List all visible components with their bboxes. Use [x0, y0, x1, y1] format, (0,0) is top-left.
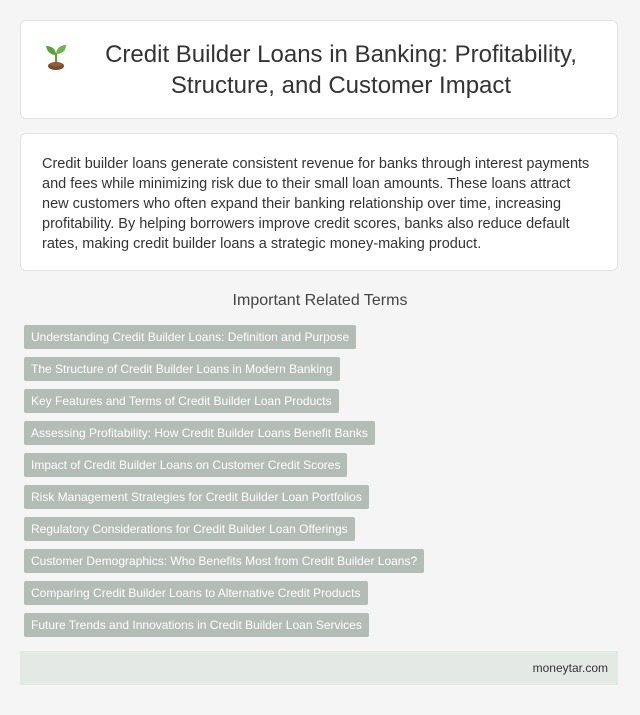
page-title: Credit Builder Loans in Banking: Profitability, Structure, and Customer Impact	[105, 40, 577, 99]
title-card	[20, 20, 618, 119]
related-term-link[interactable]: Risk Management Strategies for Credit Builder Loan Portfolios	[24, 485, 369, 509]
list-item	[24, 389, 424, 413]
related-term-link[interactable]: Key Features and Terms of Credit Builder Loan Products	[24, 389, 339, 413]
related-term-link[interactable]: Regulatory Considerations for Credit Builder Loan Offerings	[24, 517, 355, 541]
related-term-link[interactable]: Customer Demographics: Who Benefits Most from Credit Builder Loans?	[24, 549, 424, 573]
list-item	[24, 549, 424, 573]
title-wrap	[41, 39, 597, 101]
sprout-icon	[41, 41, 71, 71]
summary-card	[20, 133, 618, 271]
related-term-link[interactable]: The Structure of Credit Builder Loans in Modern Banking	[24, 357, 340, 381]
summary-text: Credit builder loans generate consistent revenue for banks through interest payments and fees while minimizing risk due to their small loan amounts. These loans attract new customers who often expand their banking relationship over time, increasing profitability. By helping borrowers improve credit scores, banks also reduce default rates, making credit builder loans a strategic money-making product.	[42, 156, 590, 252]
related-term-link[interactable]: Comparing Credit Builder Loans to Alternative Credit Products	[24, 581, 368, 605]
list-item	[24, 581, 424, 605]
site-link[interactable]: moneytar.com	[532, 661, 608, 675]
footer	[20, 651, 618, 685]
list-item	[24, 613, 424, 637]
list-item	[24, 421, 424, 445]
list-item	[24, 517, 424, 541]
list-item	[24, 453, 424, 477]
related-term-link[interactable]: Impact of Credit Builder Loans on Customer Credit Scores	[24, 453, 347, 477]
related-term-link[interactable]: Future Trends and Innovations in Credit Builder Loan Services	[24, 613, 369, 637]
list-item	[24, 485, 424, 509]
list-item	[24, 357, 424, 381]
related-terms-heading: Important Related Terms	[232, 292, 408, 309]
list-item	[24, 325, 424, 349]
related-term-link[interactable]: Assessing Profitability: How Credit Builder Loans Benefit Banks	[24, 421, 375, 445]
related-term-link[interactable]: Understanding Credit Builder Loans: Definition and Purpose	[24, 325, 356, 349]
related-terms-list	[24, 325, 424, 645]
